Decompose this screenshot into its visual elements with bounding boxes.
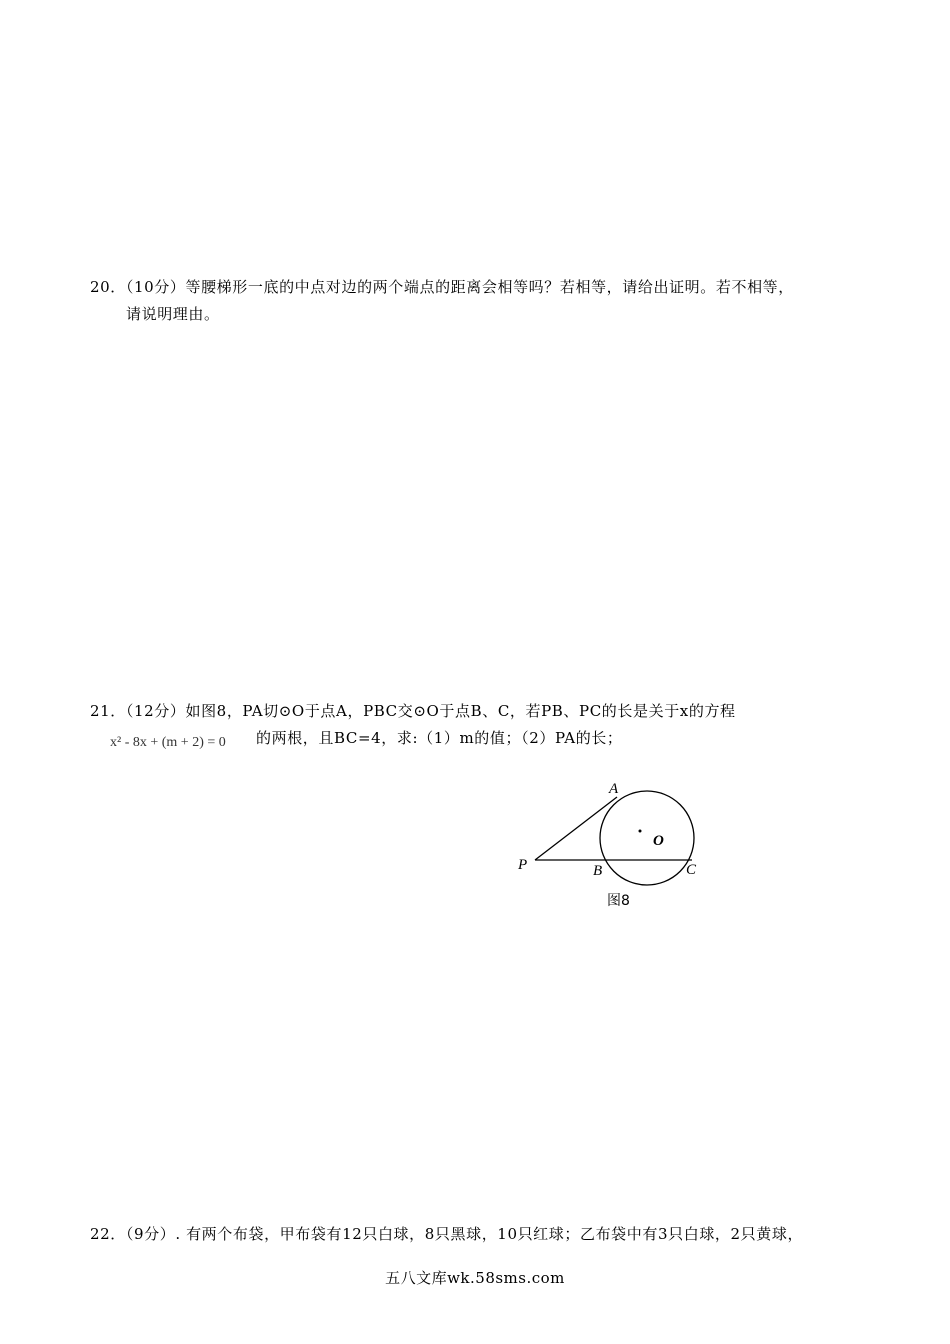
- label-b: B: [593, 863, 603, 879]
- question-20: [90, 274, 860, 328]
- geometry-figure-8: [500, 770, 720, 915]
- question-21-line-1: 21．（12分）如图8，PA切⊙O于点A，PBC交⊙O于点B、C，若PB、PC的长是关于x的方程: [90, 702, 736, 720]
- circle-o: [600, 791, 694, 885]
- label-c: C: [686, 862, 697, 878]
- tangent-line-pa: [535, 797, 617, 860]
- label-o: O: [653, 833, 664, 849]
- label-p: P: [518, 857, 528, 873]
- figure-caption: 图8: [607, 893, 630, 909]
- quadratic-equation: x² - 8x + (m + 2) = 0: [110, 735, 226, 750]
- question-20-line-1: 20．（10分）等腰梯形一底的中点对边的两个端点的距离会相等吗？若相等，请给出证明。若不相等，: [90, 278, 794, 296]
- label-a: A: [609, 781, 619, 797]
- footer-watermark: 五八文库wk.58sms.com: [385, 1269, 565, 1287]
- center-point: [639, 830, 642, 833]
- question-21-line-2: 的两根，且BC=4，求:（1）m的值；（2）PA的长；: [256, 729, 623, 747]
- question-21: [90, 698, 860, 725]
- question-20-line-2: 请说明理由。: [126, 305, 220, 323]
- question-22-line-1: 22．（9分）. 有两个布袋，甲布袋有12只白球，8只黑球，10只红球；乙布袋中有3只白球，2只黄球，: [90, 1225, 804, 1243]
- question-22: [90, 1221, 860, 1248]
